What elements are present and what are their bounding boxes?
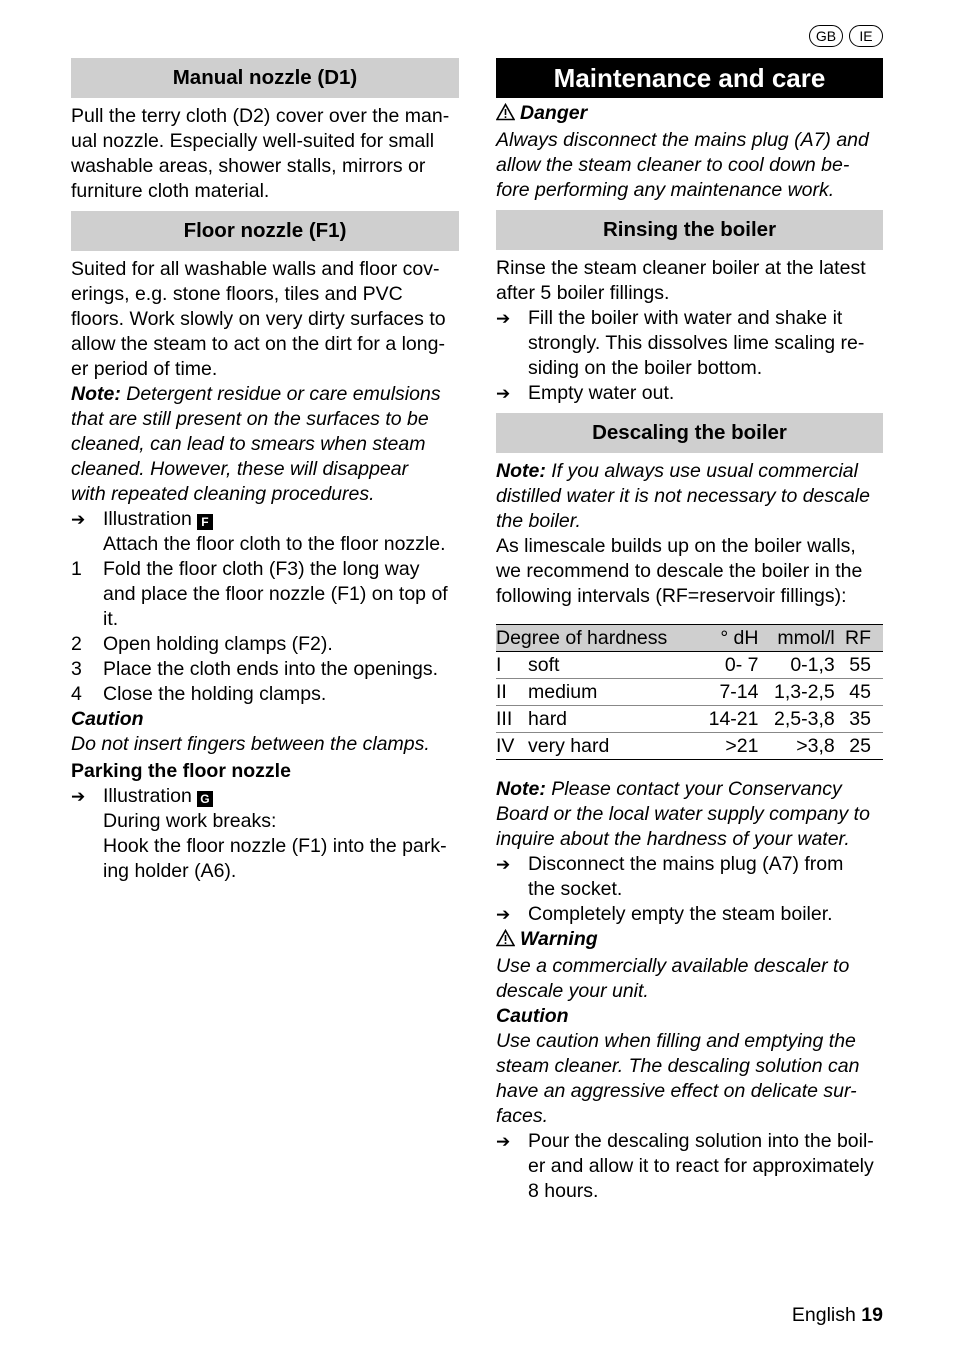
text-line: with repeated cleaning procedures. bbox=[71, 483, 375, 505]
note-label: Note: bbox=[71, 383, 121, 405]
table-cell: 2,5-3,8 bbox=[760, 706, 836, 733]
text-line: allow the steam cleaner to cool down be- bbox=[496, 154, 850, 176]
text-line: Completely empty the steam boiler. bbox=[528, 903, 833, 925]
text-line: Disconnect the mains plug (A7) from bbox=[528, 853, 844, 875]
floor-nozzle-text bbox=[71, 257, 459, 382]
descaling-bullet-1 bbox=[496, 852, 883, 902]
caution-text bbox=[496, 1029, 883, 1129]
text-line: furniture cloth material. bbox=[71, 180, 270, 202]
arrow-right-icon: ➔ bbox=[71, 787, 86, 806]
floor-nozzle-note bbox=[71, 382, 459, 507]
text-line: Fold the floor cloth (F3) the long way bbox=[103, 558, 420, 580]
text-line: Illustration bbox=[103, 508, 192, 530]
warning-heading bbox=[496, 927, 883, 954]
text-line: the socket. bbox=[528, 878, 623, 900]
danger-label: Danger bbox=[520, 102, 588, 124]
parking-text bbox=[71, 809, 459, 884]
header-dh: ° dH bbox=[697, 625, 760, 652]
text-line: Always disconnect the mains plug (A7) and bbox=[496, 129, 869, 151]
text-line: siding on the boiler bottom. bbox=[528, 357, 763, 379]
text-line: erings, e.g. stone floors, tiles and PVC bbox=[71, 283, 403, 305]
table-cell: IV bbox=[496, 733, 528, 760]
arrow-right-icon: ➔ bbox=[71, 510, 86, 529]
header-mmol: mmol/l bbox=[760, 625, 836, 652]
arrow-right-icon: ➔ bbox=[496, 384, 511, 403]
text-line: strongly. This dissolves lime scaling re- bbox=[528, 332, 865, 354]
text-line: inquire about the hardness of your water. bbox=[496, 828, 850, 850]
table-cell: medium bbox=[528, 679, 697, 706]
text-line: Please contact your Conservancy bbox=[545, 778, 842, 800]
note-label: Note: bbox=[496, 778, 546, 800]
rinsing-bullet-2 bbox=[496, 381, 883, 406]
text-line: distilled water it is not necessary to descale bbox=[496, 485, 870, 507]
text-line: Detergent residue or care emulsions bbox=[120, 383, 441, 405]
text-line: and place the floor nozzle (F1) on top of bbox=[103, 583, 448, 605]
descaling-final-bullet bbox=[496, 1129, 883, 1204]
text-line: Illustration bbox=[103, 785, 192, 807]
step-2 bbox=[71, 632, 459, 657]
text-line: Attach the floor cloth to the floor nozzle. bbox=[103, 533, 446, 555]
table-row bbox=[496, 733, 883, 760]
text-line: er and allow it to react for approximately bbox=[528, 1155, 874, 1177]
parking-heading: Parking the floor nozzle bbox=[71, 760, 291, 782]
text-line: steam cleaner. The descaling solution can bbox=[496, 1055, 860, 1077]
text-line: Hook the floor nozzle (F1) into the park- bbox=[103, 835, 447, 857]
text-line: Pull the terry cloth (D2) cover over the man- bbox=[71, 105, 450, 127]
caution-label: Caution bbox=[71, 708, 144, 730]
arrow-right-icon: ➔ bbox=[496, 1132, 511, 1151]
warning-triangle-icon bbox=[496, 103, 520, 128]
text-line: Empty water out. bbox=[528, 382, 675, 404]
illustration-g-icon: G bbox=[197, 791, 213, 807]
left-column bbox=[71, 58, 459, 884]
text-line: Use a commercially available descaler to bbox=[496, 955, 850, 977]
arrow-right-icon: ➔ bbox=[496, 309, 511, 328]
text-line: following intervals (RF=reservoir fillings): bbox=[496, 585, 847, 607]
text-line: Rinse the steam cleaner boiler at the latest bbox=[496, 257, 866, 279]
table-header-row bbox=[496, 625, 883, 652]
descaling-bullet-2 bbox=[496, 902, 883, 927]
rinsing-bullet-1 bbox=[496, 306, 883, 381]
step-1 bbox=[71, 557, 459, 632]
text-line: washable areas, shower stalls, mirrors or bbox=[71, 155, 426, 177]
table-row bbox=[496, 706, 883, 733]
table-cell: 0-1,3 bbox=[760, 652, 836, 679]
text-line: it. bbox=[103, 608, 119, 630]
table-cell: II bbox=[496, 679, 528, 706]
step-number: 4 bbox=[71, 683, 82, 705]
table-cell: I bbox=[496, 652, 528, 679]
text-line: the boiler. bbox=[496, 510, 581, 532]
table-cell: 25 bbox=[837, 733, 883, 760]
text-line: 8 hours. bbox=[528, 1180, 599, 1202]
text-line: If you always use usual commercial bbox=[545, 460, 858, 482]
text-line: Open holding clamps (F2). bbox=[103, 633, 333, 655]
rinsing-heading: Rinsing the boiler bbox=[496, 210, 883, 250]
table-cell: very hard bbox=[528, 733, 697, 760]
step-number: 3 bbox=[71, 658, 82, 680]
table-cell: 0- 7 bbox=[697, 652, 760, 679]
table-row bbox=[496, 652, 883, 679]
text-line: During work breaks: bbox=[103, 810, 277, 832]
table-cell: III bbox=[496, 706, 528, 733]
manual-nozzle-heading: Manual nozzle (D1) bbox=[71, 58, 459, 98]
text-line: have an aggressive effect on delicate sur- bbox=[496, 1080, 857, 1102]
hardness-table bbox=[496, 624, 883, 760]
table-cell: 14-21 bbox=[697, 706, 760, 733]
table-cell: hard bbox=[528, 706, 697, 733]
text-line: As limescale builds up on the boiler walls, bbox=[496, 535, 856, 557]
caution-text: Do not insert fingers between the clamps. bbox=[71, 733, 430, 755]
text-line: Place the cloth ends into the openings. bbox=[103, 658, 438, 680]
step-4 bbox=[71, 682, 459, 707]
text-line: allow the steam to act on the dirt for a long- bbox=[71, 333, 445, 355]
right-column bbox=[496, 58, 883, 1204]
header-degree: Degree of hardness bbox=[496, 625, 697, 652]
text-line: fore performing any maintenance work. bbox=[496, 179, 835, 201]
danger-text bbox=[496, 128, 883, 203]
table-cell: 55 bbox=[837, 652, 883, 679]
badge-ie: IE bbox=[849, 25, 883, 47]
manual-nozzle-text bbox=[71, 104, 459, 204]
text-line: ual nozzle. Especially well-suited for small bbox=[71, 130, 435, 152]
table-cell: >3,8 bbox=[760, 733, 836, 760]
illustration-g-ref bbox=[71, 784, 459, 809]
language-badges bbox=[809, 25, 883, 47]
text-line: Suited for all washable walls and floor cov- bbox=[71, 258, 440, 280]
descaling-heading: Descaling the boiler bbox=[496, 413, 883, 453]
text-line: Pour the descaling solution into the boil- bbox=[528, 1130, 874, 1152]
badge-gb: GB bbox=[809, 25, 843, 47]
table-row bbox=[496, 679, 883, 706]
illustration-f-ref bbox=[71, 507, 459, 532]
text-line: cleaned. However, these will disappear bbox=[71, 458, 409, 480]
table-cell: 35 bbox=[837, 706, 883, 733]
text-line: that are still present on the surfaces to be bbox=[71, 408, 429, 430]
caution-label: Caution bbox=[496, 1005, 569, 1027]
arrow-right-icon: ➔ bbox=[496, 905, 511, 924]
descaling-note bbox=[496, 459, 883, 534]
text-line: ing holder (A6). bbox=[103, 860, 237, 882]
text-line: Close the holding clamps. bbox=[103, 683, 327, 705]
danger-heading bbox=[496, 101, 883, 128]
table-cell: 45 bbox=[837, 679, 883, 706]
arrow-right-icon: ➔ bbox=[496, 855, 511, 874]
text-line: we recommend to descale the boiler in the bbox=[496, 560, 863, 582]
table-cell: 7-14 bbox=[697, 679, 760, 706]
text-line: er period of time. bbox=[71, 358, 218, 380]
footer-language: English bbox=[791, 1304, 856, 1326]
page-number: 19 bbox=[861, 1304, 883, 1326]
header-rf: RF bbox=[837, 625, 883, 652]
text-line: descale your unit. bbox=[496, 980, 649, 1002]
table-cell: >21 bbox=[697, 733, 760, 760]
page-footer bbox=[792, 1304, 883, 1327]
maintenance-title: Maintenance and care bbox=[496, 58, 883, 98]
text-line: Board or the local water supply company to bbox=[496, 803, 870, 825]
illustration-f-icon: F bbox=[197, 514, 213, 530]
note-label: Note: bbox=[496, 460, 546, 482]
text-line: after 5 boiler fillings. bbox=[496, 282, 670, 304]
text-line: faces. bbox=[496, 1105, 549, 1127]
hardness-note bbox=[496, 777, 883, 852]
attach-instruction bbox=[71, 532, 459, 557]
table-cell: 1,3-2,5 bbox=[760, 679, 836, 706]
text-line: cleaned, can lead to smears when steam bbox=[71, 433, 426, 455]
step-3 bbox=[71, 657, 459, 682]
text-line: floors. Work slowly on very dirty surfaces to bbox=[71, 308, 446, 330]
step-number: 2 bbox=[71, 633, 82, 655]
step-number: 1 bbox=[71, 558, 82, 580]
floor-nozzle-heading: Floor nozzle (F1) bbox=[71, 211, 459, 251]
warning-label: Warning bbox=[520, 928, 598, 950]
table-cell: soft bbox=[528, 652, 697, 679]
warning-text bbox=[496, 954, 883, 1004]
text-line: Use caution when filling and emptying the bbox=[496, 1030, 856, 1052]
warning-triangle-icon bbox=[496, 929, 520, 954]
text-line: Fill the boiler with water and shake it bbox=[528, 307, 843, 329]
